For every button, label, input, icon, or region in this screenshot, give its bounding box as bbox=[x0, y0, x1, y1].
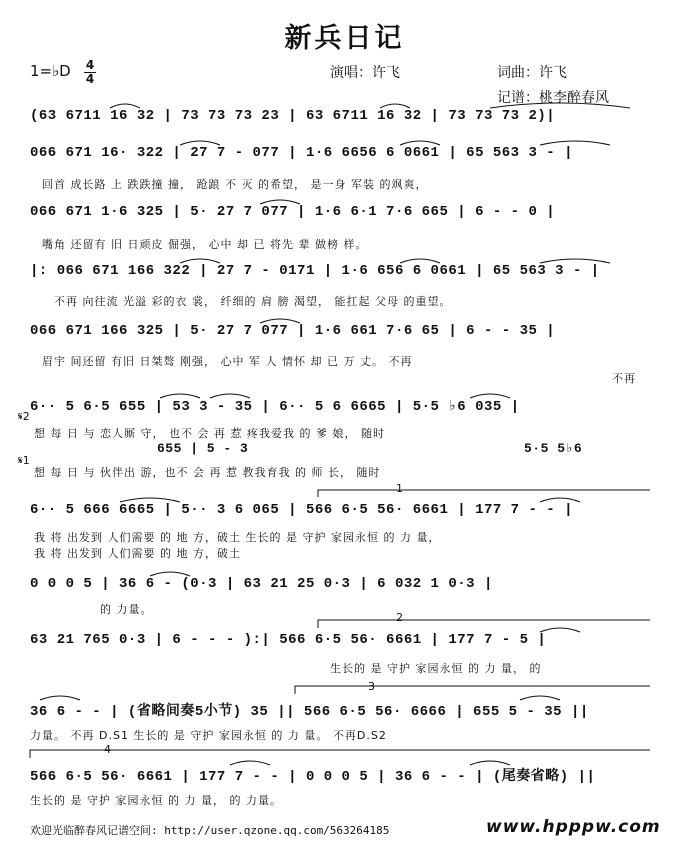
key-signature: 1=♭D bbox=[30, 62, 71, 80]
lyric-row-1: 回首 成长路 上 跌跌撞 撞， 跄踉 不 灭 的希望， 是一身 军装 的飒爽， bbox=[42, 178, 428, 191]
slur-19 bbox=[40, 696, 80, 700]
score-row-7: 0 0 0 5 | 36 6 - (0·3 | 63 21 25 0·3 | 6 032 1 0·3 | bbox=[30, 576, 493, 592]
score-row-5: 6·· 5 6·5 655 | 53 3 - 35 | 6·· 5 6 6665 | 5·5 ♭6 035 | bbox=[30, 399, 520, 415]
volta-2: 2 bbox=[396, 611, 403, 624]
score-row-9: 36 6 - - | (省略间奏5小节) 35 || 566 6·5 56· 6666 | 655 5 - 35 || bbox=[30, 704, 589, 720]
composer-credit: 词曲：许飞 bbox=[497, 65, 567, 81]
slur-6 bbox=[540, 141, 610, 145]
lyric-row-6-alt: 我 将 出发到 人们需要 的 地 方，破土 bbox=[34, 547, 241, 560]
volta-3: 3 bbox=[368, 680, 375, 693]
transcriber-credit: 记谱：桃李醉春风 bbox=[497, 90, 609, 106]
slur-3 bbox=[490, 103, 630, 108]
volta-bracket-4 bbox=[30, 750, 650, 758]
lyric-row-5-alt: 想 每 日 与 伙伴出 游，也不 会 再 惹 教我育我 的 师 长， 随时 bbox=[34, 466, 381, 479]
site-watermark: www.hpppw.com bbox=[486, 817, 661, 837]
slur-13 bbox=[210, 394, 250, 398]
score-row-10: 566 6·5 56· 6661 | 177 7 - - | 0 0 0 5 | 36 6 - - | (尾奏省略) || bbox=[30, 769, 596, 785]
volta-1: 1 bbox=[396, 482, 403, 495]
score-row-2: 066 671 1·6 325 | 5· 27 7 077 | 1·6 6·1 7·6 665 | 6 - - 0 | bbox=[30, 204, 556, 220]
lyric-row-6: 我 将 出发到 人们需要 的 地 方，破土 生长的 是 守护 家园永恒 的 力 量， bbox=[34, 531, 441, 544]
slur-18 bbox=[540, 628, 580, 632]
page-title: 新兵日记 bbox=[284, 23, 405, 54]
slur-17 bbox=[150, 572, 190, 576]
time-signature-top: 4 bbox=[85, 58, 95, 72]
slur-12 bbox=[160, 394, 200, 398]
slur-21 bbox=[230, 761, 270, 765]
volta-bracket-3 bbox=[295, 686, 650, 694]
lyric-row-4: 眉宇 间还留 有旧 日桀骜 刚强， 心中 军 人 情怀 却 已 万 丈。 不再 bbox=[42, 355, 413, 368]
volta-bracket-1 bbox=[318, 490, 650, 497]
score-row-5-alt-a: 655 | 5 - 3 bbox=[157, 441, 249, 456]
slur-11 bbox=[260, 319, 300, 323]
lyric-row-7: 的 力量。 bbox=[100, 603, 153, 616]
segno-2-marker: 𝄋1 bbox=[18, 454, 30, 467]
slur-2 bbox=[380, 104, 410, 108]
lyric-row-4-alt: 不再 bbox=[612, 372, 636, 385]
segno-1-marker: 𝄋2 bbox=[18, 410, 30, 423]
lyric-row-5: 想 每 日 与 恋人厮 守， 也不 会 再 惹 疼我爱我 的 爹 娘， 随时 bbox=[34, 427, 385, 440]
slur-5 bbox=[400, 141, 440, 145]
lyric-row-2: 嘴角 还留有 旧 日顽皮 倔强， 心中 却 已 将先 辈 做榜 样。 bbox=[42, 238, 368, 251]
volta-4: 4 bbox=[104, 743, 111, 756]
lyric-row-3: 不再 向往流 光溢 彩的衣 裳， 纤细的 肩 膀 渴望， 能扛起 父母 的重望。 bbox=[54, 295, 452, 308]
time-signature-bottom: 4 bbox=[85, 72, 95, 86]
slur-20 bbox=[520, 696, 560, 700]
lyric-row-8: 生长的 是 守护 家园永恒 的 力 量， 的 bbox=[330, 662, 542, 675]
lyric-row-10: 生长的 是 守护 家园永恒 的 力 量， 的 力量。 bbox=[30, 794, 282, 807]
slur-10 bbox=[540, 259, 610, 263]
slur-14 bbox=[470, 394, 510, 398]
footer-text: 欢迎光临醉春风记谱空间: http://user.qzone.qq.com/563264185 bbox=[30, 824, 390, 837]
slur-9 bbox=[400, 259, 440, 263]
slur-7 bbox=[260, 200, 300, 204]
score-row-5-alt-b: 5·5 5♭6 bbox=[524, 441, 583, 456]
slur-8 bbox=[180, 259, 220, 263]
slur-22 bbox=[470, 761, 510, 765]
score-row-6: 6·· 5 666 6665 | 5·· 3 6 065 | 566 6·5 56· 6661 | 177 7 - - | bbox=[30, 502, 573, 518]
slur-16 bbox=[540, 498, 580, 502]
slur-4 bbox=[180, 141, 220, 145]
slur-1 bbox=[110, 104, 140, 108]
score-row-8: 63 21 765 0·3 | 6 - - - ):| 566 6·5 56· 6661 | 177 7 - 5 | bbox=[30, 632, 547, 648]
score-row-intro: (63 6711 16 32 | 73 73 73 23 | 63 6711 16 32 | 73 73 73 2)| bbox=[30, 108, 556, 124]
score-row-1: 066 671 16· 322 | 27 7 - 077 | 1·6 6656 6 0661 | 65 563 3 - | bbox=[30, 145, 573, 161]
volta-bracket-2 bbox=[318, 620, 650, 628]
lyric-row-9: 力量。 不再 D.S1 生长的 是 守护 家园永恒 的 力 量。 不再D.S2 bbox=[30, 729, 387, 742]
score-row-4: 066 671 166 325 | 5· 27 7 077 | 1·6 661 7·6 65 | 6 - - 35 | bbox=[30, 323, 556, 339]
score-row-3: |: 066 671 166 322 | 27 7 - 0171 | 1·6 656 6 0661 | 65 563 3 - | bbox=[30, 263, 600, 279]
slur-15 bbox=[120, 498, 180, 502]
singer-credit: 演唱：许飞 bbox=[330, 65, 400, 81]
